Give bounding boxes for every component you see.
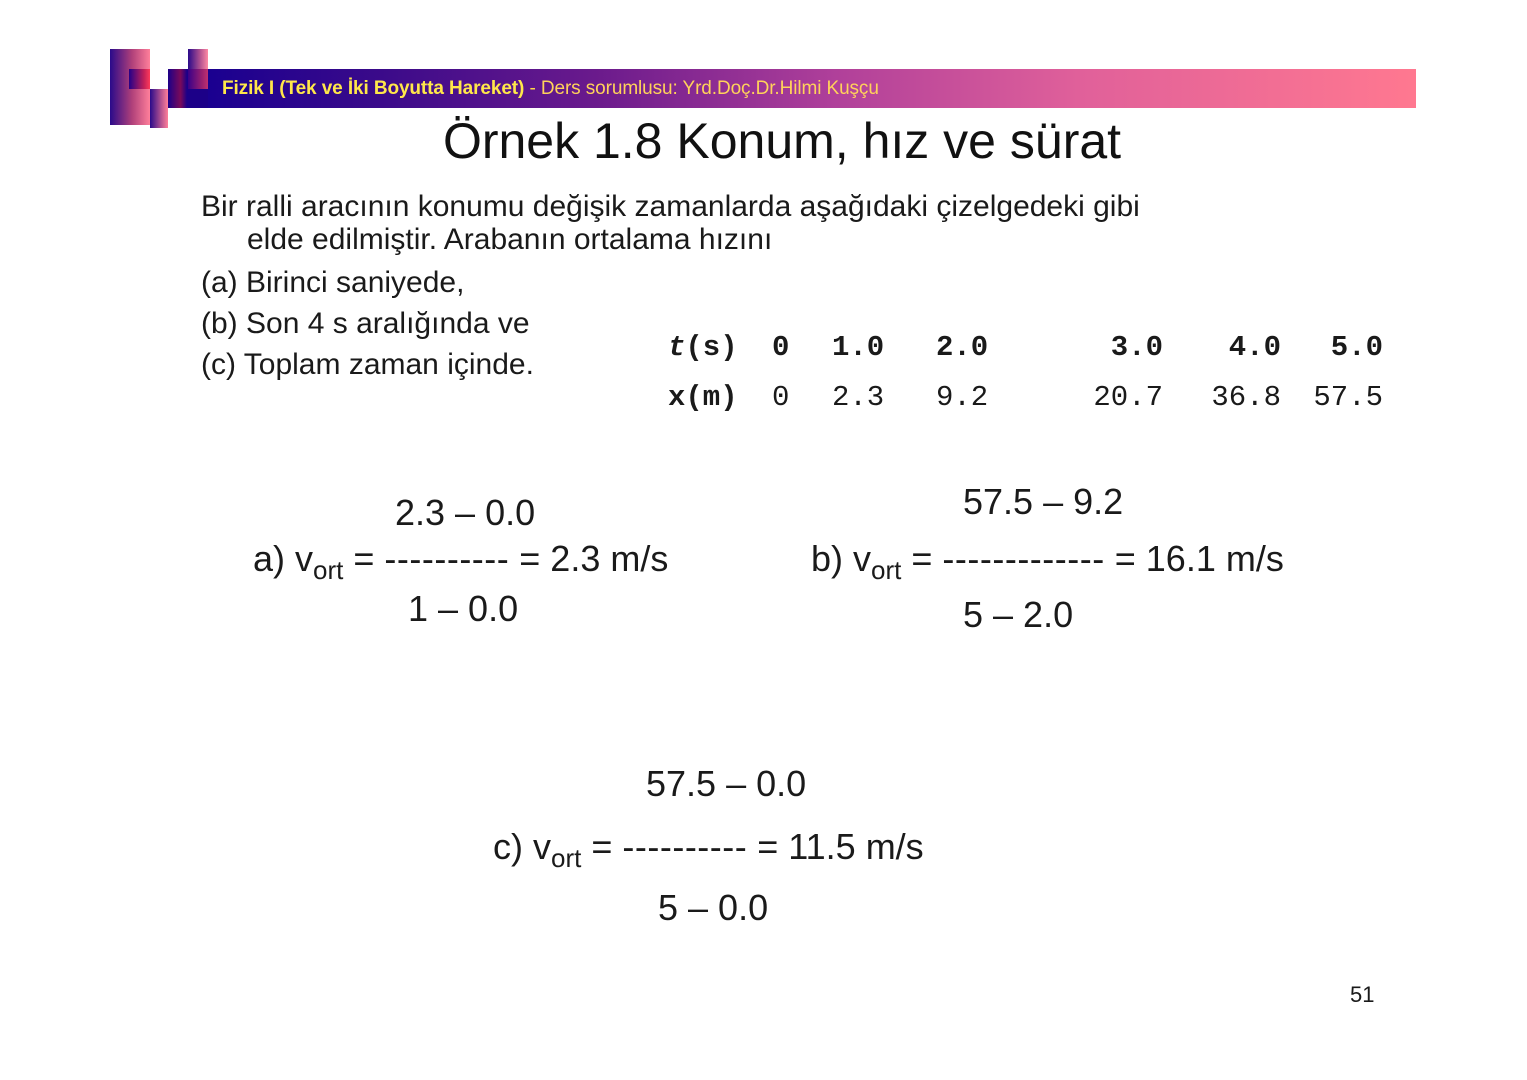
header-bar [208,69,1416,108]
table-cell: 3.0 [1110,330,1163,364]
question-part-c: (c) Toplam zaman içinde. [201,348,534,381]
course-title: Fizik I (Tek ve İki Boyutta Hareket) [222,77,525,99]
row-header-time: t(s) [668,330,738,364]
equation-b-label: b) v [811,538,872,579]
table-cell: 36.8 [1211,380,1281,414]
equation-c-subscript: ort [551,843,582,873]
fraction-bar: ---------- [622,826,748,867]
equation-a-numerator: 2.3 – 0.0 [395,492,536,533]
table-cell: 0 [772,380,790,414]
page-number: 51 [1350,982,1375,1007]
equation-c-main: c) $v_{ort}$ = ---------- = 11.5 m/s [493,826,924,873]
problem-line-2: elde edilmiştir. Arabanın ortalama hızını [247,223,773,256]
header-text [208,78,879,100]
problem-line-1: Bir ralli aracının konumu değişik zamanlarda aşağıdaki çizelgedeki gibi [201,190,1140,223]
equation-c-result: = 11.5 m/s [747,826,924,867]
slide-title: Örnek 1.8 Konum, hız ve sürat [442,113,1122,169]
table-cell: 2.0 [936,330,989,364]
instructor-name: Ders sorumlusu: Yrd.Doç.Dr.Hilmi Kuşçu [540,77,879,99]
header-separator: - [524,77,541,99]
equation-a-subscript: ort [313,555,344,585]
question-parts [201,262,534,385]
equation-a-denominator: 1 – 0.0 [408,588,519,629]
table-cell: 0 [772,330,790,364]
equation-b-numerator: 57.5 – 9.2 [963,481,1124,522]
equation-a-result: = 2.3 m/s [509,538,669,579]
question-part-b: (b) Son 4 s aralığında ve [201,307,530,340]
table-cell: 20.7 [1093,380,1163,414]
equation-b-result: = 16.1 m/s [1104,538,1284,579]
table-cell: 4.0 [1228,330,1281,364]
equation-b-subscript: ort [871,555,902,585]
table-cell: 9.2 [936,380,989,414]
fraction-bar: ---------- [384,538,510,579]
row-header-position: x(m) [668,380,738,414]
table-cell: 5.0 [1330,330,1383,364]
table-cell: 57.5 [1313,380,1383,414]
table-row-time [668,322,1383,372]
equation-b-denominator: 5 – 2.0 [963,594,1074,635]
problem-statement [201,190,1321,256]
equation-c-denominator: 5 – 0.0 [658,887,769,928]
equation-c-label: c) v [493,826,551,867]
equation-a-main: a) $v_{ort}$ = ---------- = 2.3 m/s [253,538,669,585]
position-time-table [668,322,1383,422]
logo-block-inner [129,69,150,89]
table-row-position [668,372,1383,422]
question-part-a: (a) Birinci saniyede, [201,266,465,299]
logo-block-top-lower [188,69,208,89]
equation-b-main: b) $v_{ort}$ = ------------- = 16.1 m/s [811,538,1284,585]
equation-a-label: a) v [253,538,314,579]
fraction-bar: ------------- [942,538,1105,579]
table-cell: 1.0 [832,330,885,364]
table-cell: 2.3 [832,380,885,414]
equation-c-numerator: 57.5 – 0.0 [646,763,807,804]
